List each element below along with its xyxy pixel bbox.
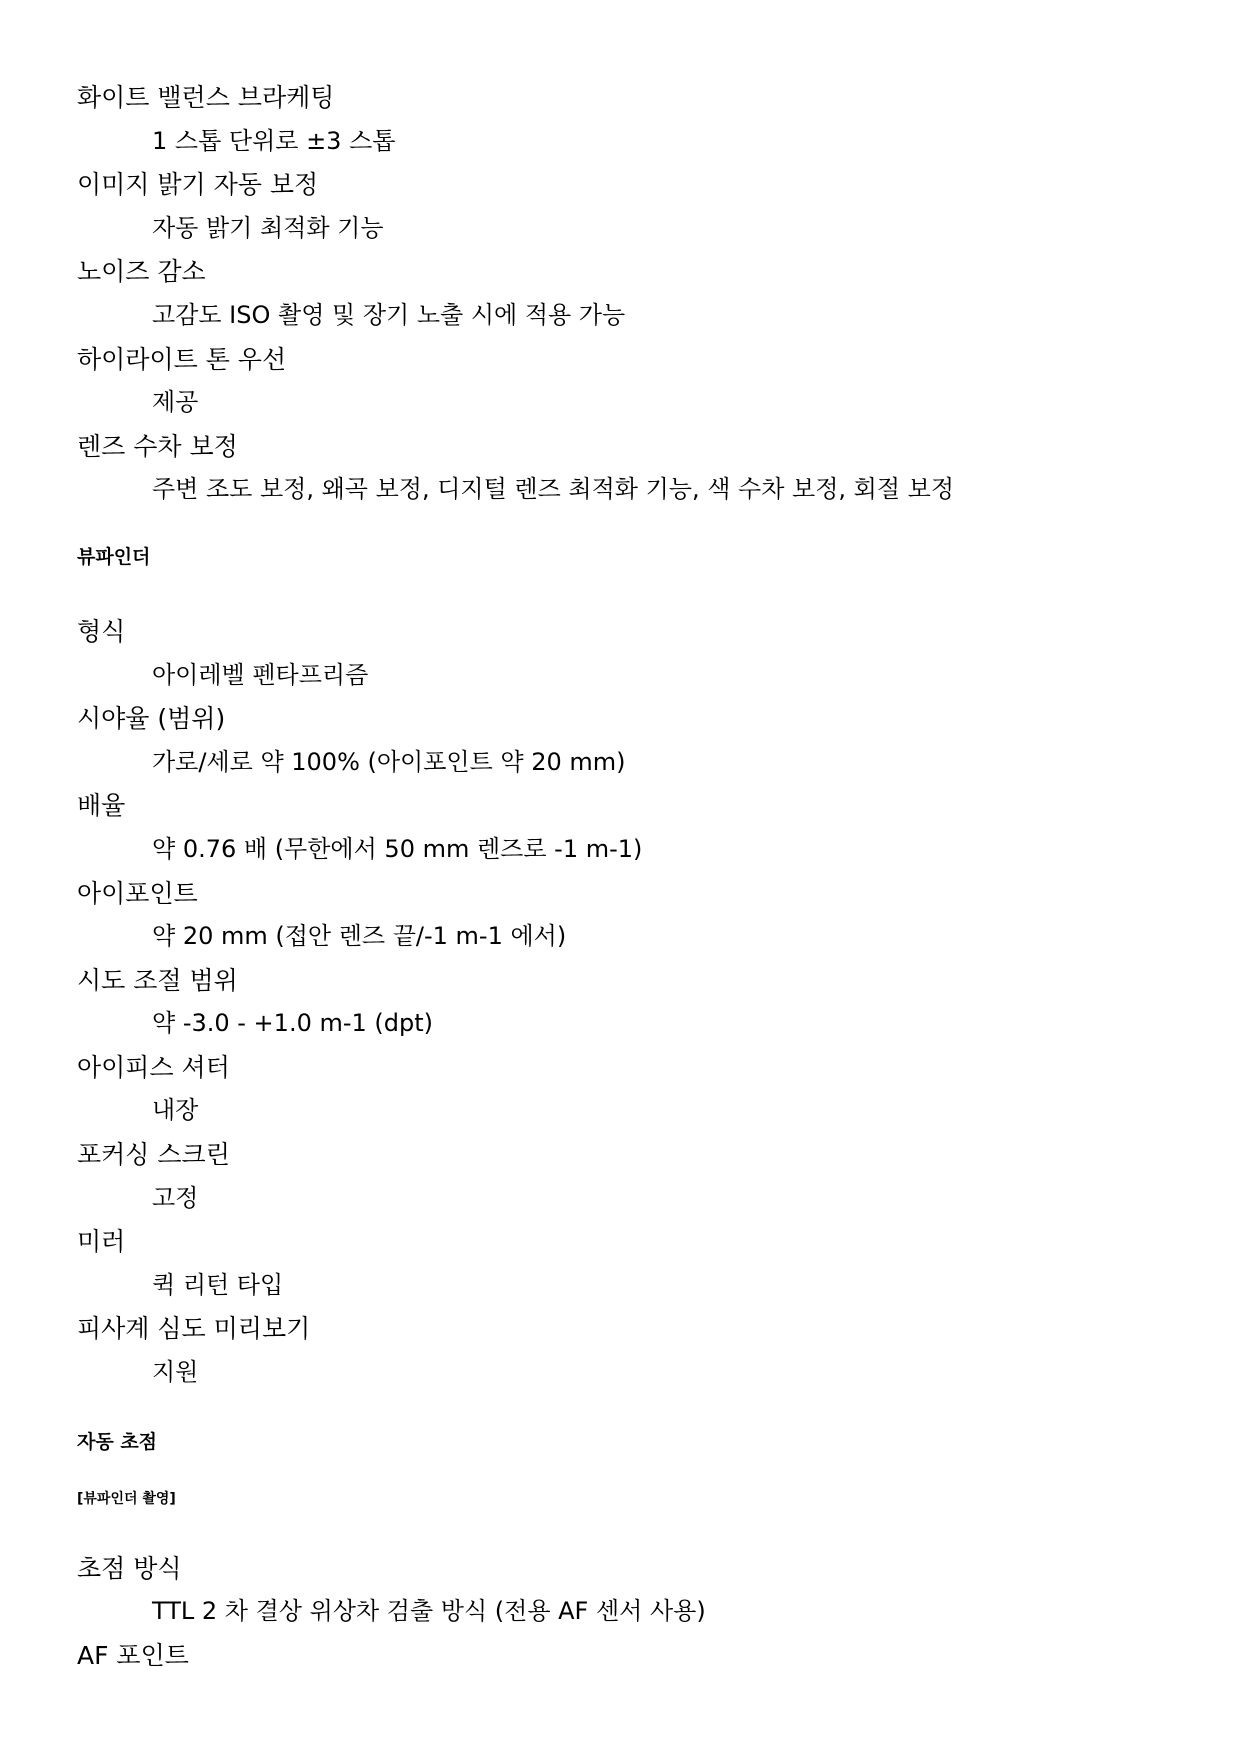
spec-term-mirror: 미러 <box>77 1227 126 1257</box>
spec-value-mirror: 퀵 리턴 타입 <box>152 1270 284 1299</box>
viewfinder-specs <box>77 610 1177 1395</box>
spec-value-depth-of-field-preview: 지원 <box>152 1358 199 1387</box>
spec-term-white-balance-bracketing: 화이트 밸런스 브라케팅 <box>77 83 335 112</box>
spec-term-depth-of-field-preview: 피사계 심도 미리보기 <box>77 1314 311 1344</box>
spec-value-coverage: 가로/세로 약 100% (아이포인트 약 20 mm) <box>152 747 626 776</box>
section-heading-viewfinder: 뷰파인더 <box>77 545 151 568</box>
spec-value-noise-reduction: 고감도 ISO 촬영 및 장기 노출 시에 적용 가능 <box>152 300 626 329</box>
image-processing-specs <box>77 76 1177 512</box>
spec-value-type: 아이레벨 펜타프리즘 <box>152 660 369 689</box>
spec-term-lens-aberration-correction: 렌즈 수차 보정 <box>77 431 238 461</box>
subheading-viewfinder-shooting: [뷰파인더 촬영] <box>77 1490 176 1507</box>
section-heading-autofocus: 자동 초점 <box>77 1430 158 1453</box>
spec-value-magnification: 약 0.76 배 (무한에서 50 mm 렌즈로 -1 m-1) <box>152 834 643 863</box>
spec-value-auto-brightness: 자동 밝기 최적화 기능 <box>152 213 384 242</box>
spec-value-white-balance-bracketing: 1 스톱 단위로 ±3 스톱 <box>152 126 396 155</box>
spec-value-highlight-tone-priority: 제공 <box>152 388 199 417</box>
spec-value-focusing-screen: 고정 <box>152 1183 199 1212</box>
spec-document <box>77 76 1177 1677</box>
spec-term-dioptric-adjustment: 시도 조절 범위 <box>77 965 238 995</box>
spec-term-af-points: AF 포인트 <box>77 1640 189 1670</box>
spec-term-focusing-screen: 포커싱 스크린 <box>77 1140 230 1170</box>
spec-value-dioptric-adjustment: 약 -3.0 - +1.0 m-1 (dpt) <box>152 1009 434 1038</box>
spec-term-eyepiece-shutter: 아이피스 셔터 <box>77 1052 230 1082</box>
spec-term-type: 형식 <box>77 616 126 646</box>
spec-term-eyepoint: 아이포인트 <box>77 878 198 908</box>
spec-value-eyepoint: 약 20 mm (접안 렌즈 끝/-1 m-1 에서) <box>152 922 567 951</box>
spec-term-coverage: 시야율 (범위) <box>77 704 226 734</box>
spec-term-focus-method: 초점 방식 <box>77 1553 182 1583</box>
spec-term-auto-brightness: 이미지 밝기 자동 보정 <box>77 170 319 200</box>
spec-term-magnification: 배율 <box>77 791 126 821</box>
autofocus-specs <box>77 1547 1177 1678</box>
spec-value-focus-method: TTL 2 차 결상 위상차 검출 방식 (전용 AF 센서 사용) <box>152 1597 706 1626</box>
spec-value-eyepiece-shutter: 내장 <box>152 1096 199 1125</box>
spec-term-noise-reduction: 노이즈 감소 <box>77 257 206 287</box>
spec-term-highlight-tone-priority: 하이라이트 톤 우선 <box>77 344 287 374</box>
spec-value-lens-aberration-correction: 주변 조도 보정, 왜곡 보정, 디지털 렌즈 최적화 기능, 색 수차 보정, 회절 보정 <box>152 475 955 504</box>
